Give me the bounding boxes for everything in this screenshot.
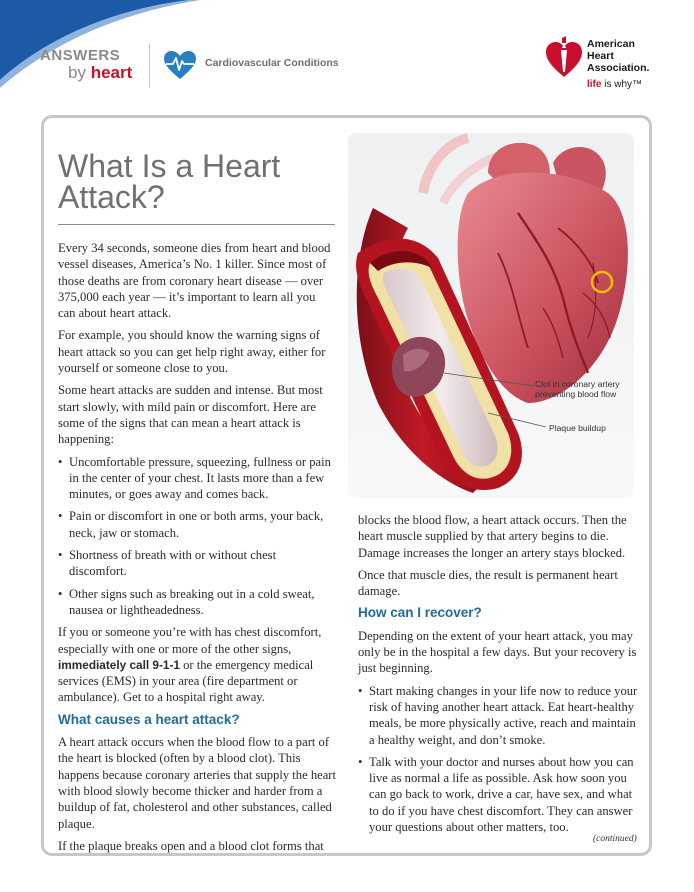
callout-plaque-label: Plaque buildup (549, 423, 606, 433)
title-divider (58, 224, 335, 225)
call-911-emphasis: immediately call 9-1-1 (58, 657, 180, 672)
list-item: • Uncomfortable pressure, squeezing, fullness or pain in the center of your chest. It lasts more than a few minutes, or goes away and comes back. (58, 454, 336, 503)
warning-signs-list (58, 454, 336, 619)
damage-paragraph: Once that muscle dies, the result is permanent heart damage. (358, 567, 618, 599)
recovery-paragraph: Depending on the extent of your heart attack, you may only be in the hospital a few days. But your recovery is just beginning. (358, 628, 637, 676)
answers-logo-text: ANSWERS (40, 47, 121, 64)
emergency-paragraph: If you or someone you’re with has chest discomfort, especially with one or more of the other signs, immediately call 9-1-1 or the emergency medical services (EMS) in your area (fire department or ambulance). Get to a hospital right away. (58, 625, 322, 705)
recover-heading: How can I recover? (358, 605, 482, 621)
recovery-tips-list (358, 683, 640, 836)
heart-pulse-icon (163, 50, 197, 80)
list-item: • Talk with your doctor and nurses about how you can live as normal a life as possible. Ask how soon you can go back to work, drive a car, have sex, and what to do if you have chest discomfort. They can answer your questions about other matters, too. (358, 754, 640, 835)
continued-note: (continued) (593, 834, 637, 844)
callout-clot-label: Clot in coronary artery preventing blood flow (535, 379, 620, 399)
causes-paragraph: A heart attack occurs when the blood flow to a part of the heart is blocked (often by a blood clot). This happens because coronary arteries that supply the heart with blood slowly become thicker and harder from a buildup of fat, cholesterol and other substances, called plaque. (58, 735, 336, 831)
blockage-paragraph: blocks the blood flow, a heart attack occurs. Then the heart muscle supplied by that artery begins to die. Damage increases the longer an artery stays blocked. (358, 513, 627, 560)
page-title: What Is a Heart Attack? (58, 148, 281, 215)
heart-torch-icon (545, 34, 583, 78)
header-divider (149, 44, 150, 88)
organization-tagline: life is why™ (587, 79, 643, 90)
left-column (58, 240, 336, 860)
list-item: • Pain or discomfort in one or both arms, your back, neck, jaw or stomach. (58, 508, 336, 541)
list-item: • Other signs such as breaking out in a cold sweat, nausea or lightheadedness. (58, 586, 336, 619)
category-label: Cardiovascular Conditions (205, 57, 339, 69)
heart-artery-illustration (348, 133, 634, 498)
list-item: • Shortness of breath with or without chest discomfort. (58, 547, 336, 580)
list-item: • Start making changes in your life now to reduce your risk of having another heart attack. Eat heart-healthy meals, be more physically active, reach and maintain a healthy weight, and don’t smoke. (358, 683, 640, 748)
causes-heading: What causes a heart attack? (58, 711, 240, 727)
by-heart-logo-text: by heart (68, 63, 133, 82)
plaque-paragraph: If the plaque breaks open and a blood clot forms that (58, 838, 324, 853)
right-column (358, 512, 640, 841)
warning-signs-paragraph: For example, you should know the warning signs of heart attack so you can get help right away, either for yourself or someone close to you. (58, 328, 326, 376)
organization-name: American Heart Association. (587, 38, 650, 74)
onset-paragraph: Some heart attacks are sudden and intense. But most start slowly, with mild pain or discomfort. Here are some of the signs that can mean a heart attack is happening: (58, 383, 323, 447)
intro-paragraph: Every 34 seconds, someone dies from heart and blood vessel diseases, America’s No. 1 killer. Since most of those deaths are from coronary heart disease — over 375,000 each year — it’s important to learn all you can about heart attack. (58, 241, 331, 321)
